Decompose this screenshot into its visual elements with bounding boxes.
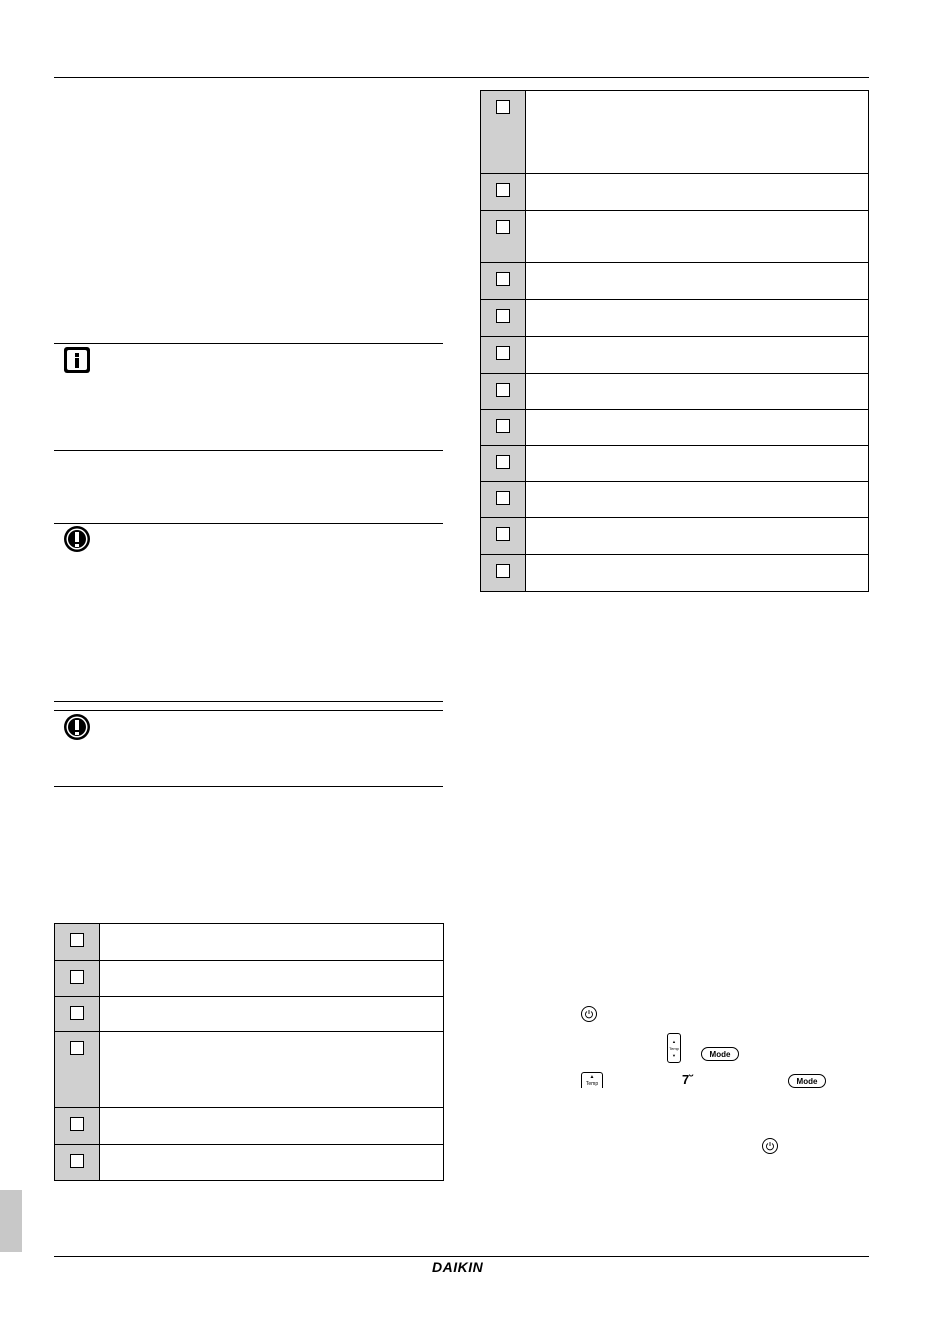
mode-label: Mode (796, 1076, 818, 1086)
checkbox-square (496, 220, 510, 234)
checkbox-square (496, 309, 510, 323)
exclamation-icon (63, 713, 91, 741)
table-row (481, 337, 868, 374)
temp-up-button-icon (581, 1072, 603, 1088)
daikin-logo: DAIKIN (432, 1259, 484, 1275)
table-row (55, 997, 443, 1032)
mode-button-icon (701, 1047, 739, 1061)
notice-box-2-bottom-rule (54, 786, 443, 787)
checkbox-square (496, 564, 510, 578)
table-row (481, 518, 868, 555)
table-row (55, 1032, 443, 1108)
checkbox-square (70, 970, 84, 984)
display-segment-glyph: 7˘ (682, 1072, 694, 1087)
checkbox-square (496, 183, 510, 197)
checkbox-square (496, 491, 510, 505)
notice-box-1-bottom-rule (54, 701, 443, 702)
footer-rule (54, 1256, 869, 1257)
table-row (481, 555, 868, 591)
checkbox-square (70, 1117, 84, 1131)
notice-box-2-top-rule (54, 710, 443, 711)
table-row (55, 961, 443, 997)
notice-box-1-top-rule (54, 523, 443, 524)
power-button-icon (762, 1138, 778, 1154)
table-row (55, 924, 443, 961)
checkbox-square (70, 1041, 84, 1055)
table-row (481, 91, 868, 174)
down-arrow-icon: ▼ (672, 1052, 676, 1058)
temp-label: Temp (585, 1080, 599, 1087)
table-row (481, 446, 868, 482)
info-box-bottom-rule (54, 450, 443, 451)
checkbox-square (496, 383, 510, 397)
information-icon (63, 346, 91, 374)
table-row (481, 211, 868, 263)
checkbox-square (70, 1006, 84, 1020)
left-table (54, 923, 444, 1181)
mode-label: Mode (709, 1049, 731, 1059)
table-row (481, 174, 868, 211)
checkbox-square (70, 1154, 84, 1168)
temp-up-down-button-icon (667, 1033, 681, 1063)
checkbox-square (496, 455, 510, 469)
side-chapter-tab (0, 1190, 22, 1252)
table-row (481, 410, 868, 446)
header-rule (54, 77, 869, 78)
checkbox-square (70, 933, 84, 947)
table-row (55, 1145, 443, 1180)
table-row (481, 374, 868, 410)
exclamation-icon (63, 525, 91, 553)
mode-button-icon (788, 1074, 826, 1088)
info-box-top-rule (54, 343, 443, 344)
table-row (481, 300, 868, 337)
table-row (481, 482, 868, 518)
checkbox-square (496, 100, 510, 114)
up-arrow-icon: ▲ (672, 1038, 676, 1044)
temp-label: Temp (669, 1045, 679, 1051)
checkbox-square (496, 346, 510, 360)
checkbox-square (496, 419, 510, 433)
table-row (481, 263, 868, 300)
right-table (480, 90, 869, 592)
up-arrow-icon: ▲ (589, 1073, 595, 1080)
checkbox-square (496, 272, 510, 286)
checkbox-square (496, 527, 510, 541)
table-row (55, 1108, 443, 1145)
power-button-icon (581, 1006, 597, 1022)
